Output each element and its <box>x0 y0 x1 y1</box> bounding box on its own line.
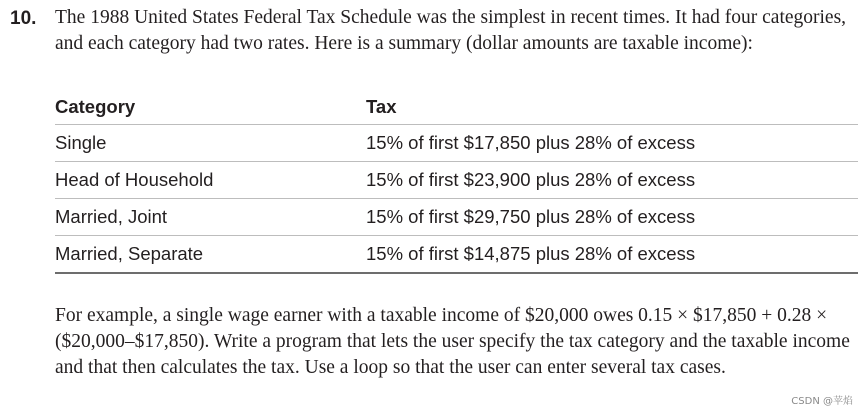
row-category: Head of Household <box>55 162 366 199</box>
table-row <box>55 125 858 162</box>
row-tax: 15% of first $14,875 plus 28% of excess <box>366 236 858 274</box>
problem-example: For example, a single wage earner with a taxable income of $20,000 owes 0.15 × $17,850 + 0.28 × ($20,000–$17,850). Write a program that lets the user specify the tax category and the taxable income and that then calculates the tax. Use a loop so that the user can enter several tax cases. <box>55 305 850 378</box>
table-row <box>55 236 858 274</box>
tax-schedule-table <box>55 90 858 274</box>
row-category: Single <box>55 125 366 162</box>
header-tax: Tax <box>366 90 858 125</box>
row-category: Married, Separate <box>55 236 366 274</box>
problem-intro: The 1988 United States Federal Tax Schedule was the simplest in recent times. It had four categories, and each category had two rates. Here is a summary (dollar amounts are taxable income): <box>55 7 847 54</box>
problem-number: 10. <box>10 8 37 29</box>
table-row <box>55 162 858 199</box>
row-tax: 15% of first $29,750 plus 28% of excess <box>366 199 858 236</box>
table-row <box>55 199 858 236</box>
row-tax: 15% of first $17,850 plus 28% of excess <box>366 125 858 162</box>
table-header-row <box>55 90 858 125</box>
header-category: Category <box>55 90 366 125</box>
csdn-watermark: CSDN @苹焰 <box>791 396 853 407</box>
row-tax: 15% of first $23,900 plus 28% of excess <box>366 162 858 199</box>
row-category: Married, Joint <box>55 199 366 236</box>
